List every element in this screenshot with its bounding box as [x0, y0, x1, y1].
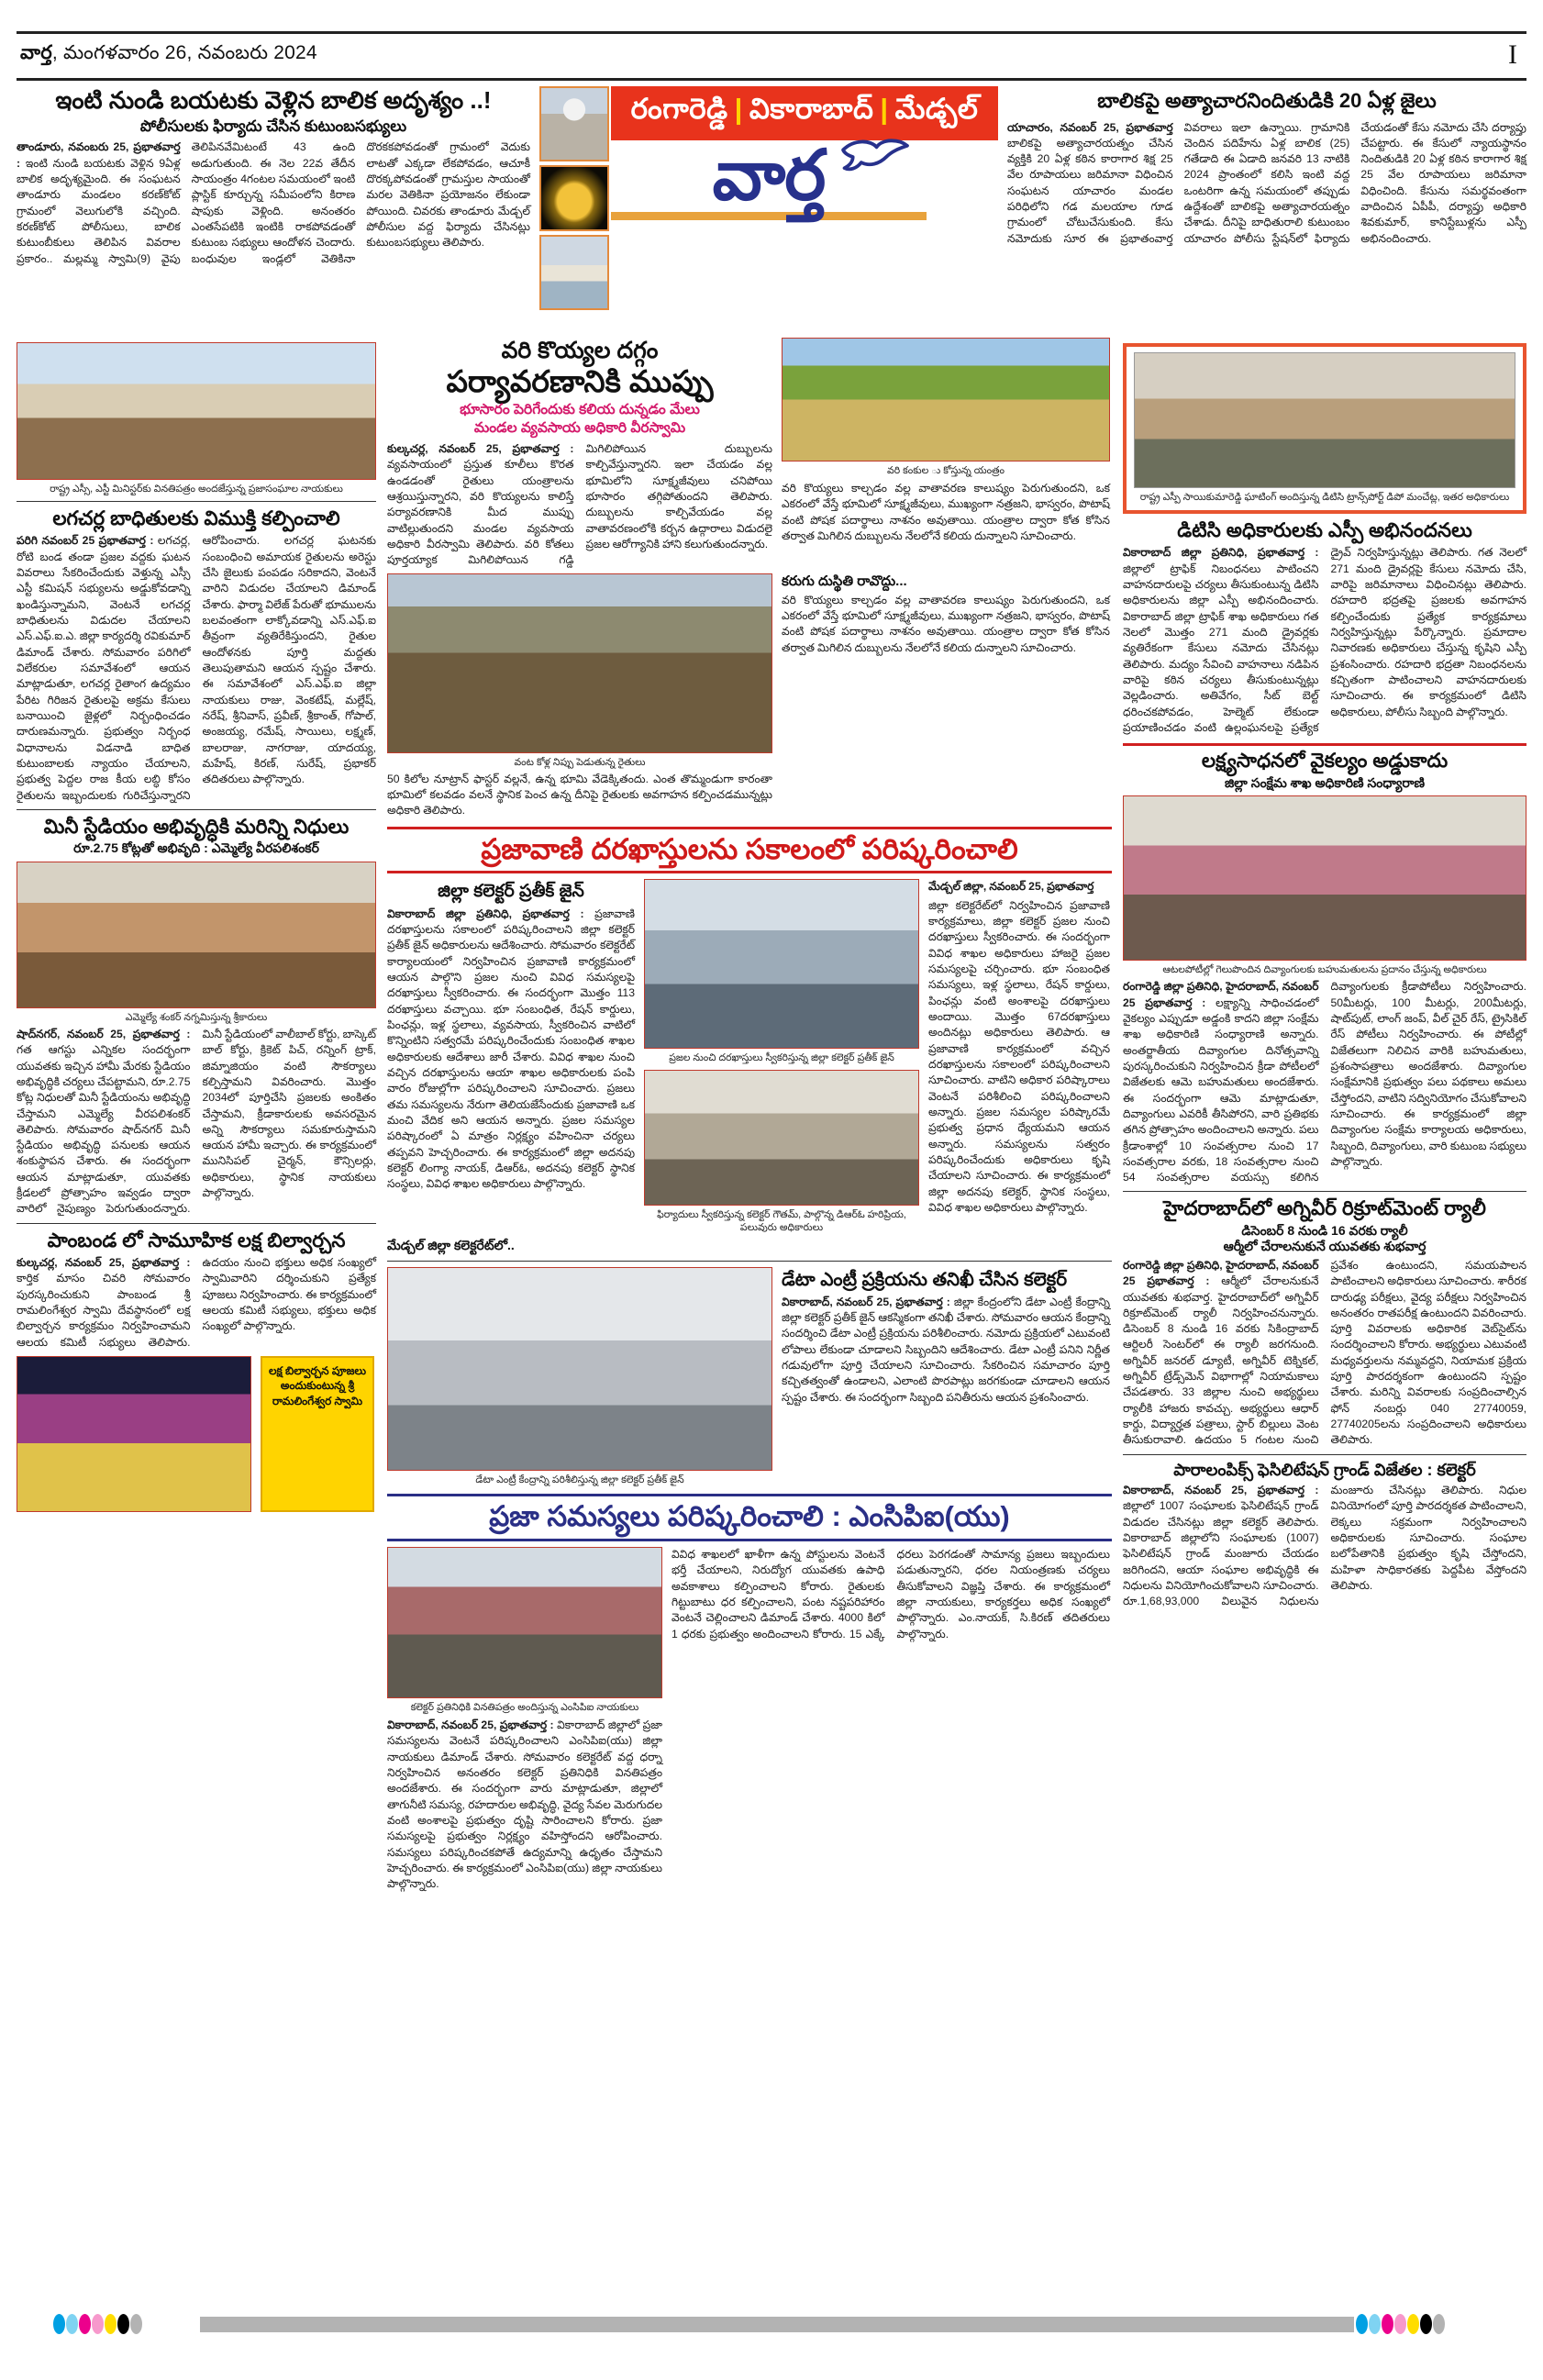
right-story-1-headline: డిటిసి అధికారులకు ఎస్పీ అభినందనలు — [1177, 519, 1472, 542]
center-sub-body: వరి కొయ్యలు కాల్చడం వల్ల వాతావరణ కాలుష్యం పెరుగుతుందని, ఒక ఎకరంలో వేస్తే భూమిలో సూక్ష్మజీవులు, ముఖ్యంగా నత్రజని, భాస్వరం, పొటాష్ వంటి పోషక పదార్థాలు నాశనం అవుతాయి. యంత్రాల ద్వారా కోత కోసిన తర్వాత మిగిలిన దుబ్బులను నేలలోనే కలియ దున్నాలని సూచించారు. — [782, 593, 1110, 654]
left-story-3-dateline: కుల్కచర్ల, నవంబర్ 25, ప్రభాతవార్త : — [17, 1256, 191, 1270]
left-story-2-body — [17, 1027, 376, 1218]
data-entry-row — [387, 1267, 1112, 1486]
reg-black — [117, 2314, 129, 2334]
left-story-1-body — [17, 533, 376, 804]
data-entry-headline: డేటా ఎంట్రీ ప్రక్రియను తనిఖీ చేసిన కలెక్టర్ — [782, 1270, 1068, 1291]
pv-col2-head: మేడ్చల్ జిల్లా కలెక్టరేట్‌లో.. — [387, 1238, 515, 1253]
burn-caption: వంట కోళ్ల నిప్పు పెడుతున్న రైతులు — [514, 756, 646, 768]
divider-l3 — [17, 1223, 376, 1224]
collector-desk-photo — [644, 1070, 919, 1206]
pv-row — [387, 879, 1112, 1234]
top-left-dateline: తాండూరు, నవంబరు 25, ప్రభాతవార్త : — [17, 140, 181, 170]
right-rule-1 — [1123, 743, 1526, 746]
left-story-1-text: లగచర్ల, రోటి బండ తండా ప్రజల వద్దకు ఘటన వివరాలు సేకరించేందుకు వెళ్తున్న ఎస్సీ ఎస్టీ కమిషన్ సభ్యులను అడ్డుకోవడాన్ని ఖండిస్తున్నామని, వెంటనే లగచర్ల బాధితులను విడుదల చేయాలని ఎస్.ఎఫ్.ఐ.ఎ. జిల్లా కార్యదర్శి రవికుమార్ డిమాండ్ చేశారు. సోమవారం పరిగిలో విలేకరుల సమావేశంలో ఆయన మాట్లాడుతూ, లగచర్ల రైతాంగ ఉద్యమం పేరిట గిరిజన రైతులపై అక్రమ కేసులు బనాయించి జైళ్లలో నిర్బంధించడం దారుణమన్నారు. ప్రభుత్వం నిర్బంధ విధానాలను విడనాడి బాధిత కుటుంబాలకు న్యాయం చేయాలని, ప్రభుత్వ పెద్దల రాజ కీయ లబ్ధి కోసం రైతులను ఇబ్బందులకు గురిచేస్తున్నారని ఆరోపించారు. లగచర్ల ఘటనకు సంబంధించి అమాయక రైతులను అరెస్టు చేసి జైలుకు పంపడం సరికాదని, వెంటనే వారిని విడుదల చేయాలని డిమాండ్ చేశారు. ఫార్మా విలేజ్ పేరుతో భూములను బలవంతంగా లాక్కోవడాన్ని ఎస్.ఎఫ్.ఐ తీవ్రంగా వ్యతిరేకిస్తుందని, రైతుల ఆందోళనకు పూర్తి మద్దతు తెలుపుతామని ఆయన స్పష్టం చేశారు. ఈ సమావేశంలో ఎస్.ఎఫ్.ఐ జిల్లా నాయకులు రాజు, వెంకటేష్, మల్లేష్, నరేష్, శ్రీనివాస్, ప్రవీణ్, శ్రీకాంత్, గోపాల్, అంజయ్య, రమేష్, సాయిలు, లక్ష్మణ్, బాలరాజు, నాగరాజు, యాదయ్య, మహేష్, కిరణ్, సురేష్, ప్రభాకర్ తదితరులు పాల్గొన్నారు. — [17, 534, 376, 802]
temple-deity-photo — [17, 1356, 251, 1512]
reg-magenta — [79, 2314, 91, 2334]
reg-magenta-light — [92, 2314, 104, 2334]
date-band — [17, 34, 1526, 81]
main-grid — [17, 338, 1526, 1893]
center-column — [387, 338, 1112, 1893]
right-story-2-dateline: రంగారెడ్డి జిల్లా ప్రతినిధి, హైదరాబాద్, నవంబర్ 25 ప్రభాతవార్త : — [1123, 980, 1319, 1009]
masthead — [539, 86, 998, 329]
prajavani-banner: ప్రజావాణి దరఖాస్తులను సకాలంలో పరిష్కరించాలి — [481, 832, 1018, 865]
pv-right — [928, 879, 1110, 1234]
left-story-1-dateline: పరిగి నవంబర్ 25 ప్రభాతవార్త : — [17, 534, 158, 548]
center-top-body — [387, 441, 772, 569]
right-story-1-dateline: వికారాబాద్ జిల్లా ప్రతినిధి, ప్రభాతవార్త : — [1123, 546, 1319, 560]
left-photo-2-wrap — [17, 862, 376, 1024]
pv-rule-bottom — [387, 871, 1112, 873]
mcpi-row — [387, 1547, 1112, 1893]
mcpi-rule-bottom — [387, 1539, 1112, 1541]
top-right-story — [1007, 86, 1526, 329]
reg-cyan-2 — [1356, 2314, 1368, 2334]
pv-photo2-caption: ఫిర్యాదులు స్వీకరిస్తున్న కలెక్టర్ గౌతమ్, పాల్గొన్న డిఆర్‌ఓ హరిప్రియ, పలువురు అధికారులు — [657, 1209, 906, 1234]
right-story-4-text: జిల్లాలో 1007 సంఘాలకు ఫెసిలిటేషన్ గ్రాండ్ విడుదల చేసినట్లు జిల్లా కలెక్టర్ తెలిపారు. వికారాబాద్ జిల్లాలోని సంఘాలకు (1007) ఫెసిలిటేషన్ గ్రాండ్ మంజూరు చేయడం జరిగిందని, ఆయా సంఘాల అభివృద్ధికి ఈ నిధులను వినియోగించుకోవాలని సూచించారు. రూ.1,68,93,000 విలువైన నిధులను మంజూరు చేసినట్లు తెలిపారు. నిధుల వినియోగంలో పూర్తి పారదర్శకత పాటించాలని, లెక్కలు సక్రమంగా నిర్వహించాలని అధికారులకు సూచించారు. సంఘాల బలోపేతానికి ప్రభుత్వం కృషి చేస్తోందని, మహిళా సాధికారతకు పెద్దపీట వేస్తోందని తెలిపారు. — [1123, 1484, 1526, 1608]
pv-subhead: జిల్లా కలెక్టర్ ప్రతీక్ జైన్ — [438, 882, 584, 902]
top-left-body — [17, 139, 530, 267]
stubble-burning-photo — [387, 573, 772, 753]
mcpi-caption: కలెక్టర్ ప్రతినిధికి వినతిపత్రం అందిస్తున్న ఎంసిపిఐ నాయకులు — [410, 1701, 639, 1713]
reg-magenta-light-2 — [1394, 2314, 1406, 2334]
left-story-3-body — [17, 1255, 376, 1351]
center-top-text: వ్యవసాయంలో ప్రస్తుత కూలీలు కొరత ఉండడంతో రైతులు యంత్రాలను ఆశ్రయిస్తున్నారని, వరి కొయ్యలను కాలిస్తే పర్యావరణానికి మీద ముప్పు వాటిల్లుతుందని మండల వ్యవసాయ అధికారి వీరస్వామి తెలిపారు. వరి కోతలు పూర్తయ్యాక మిగిలిపోయిన గడ్డి మిగిలిపోయిన దుబ్బులను కాల్చివేస్తున్నారని. ఇలా చేయడం వల్ల భూమిలోని సూక్ష్మజీవులు చనిపోయి భూసారం తగ్గిపోతుందని తెలిపారు. దుబ్బులను కాల్చివేయడం వల్ల వాతావరణంలోకి కర్బన ఉద్గారాలు విడుదలై ప్రజల ఆరోగ్యానికి హాని కలుగుతుందన్నారు. — [387, 442, 772, 567]
reg-cyan-light — [66, 2314, 78, 2334]
data-entry-text-block — [782, 1267, 1110, 1486]
left-photo-1-caption: రాష్ట్ర ఎస్సీ, ఎస్టీ మినిస్టర్‌కు వినతిపత్రం అందజేస్తున్న ప్రజాసంఘాల నాయకులు — [50, 484, 343, 495]
mcpi-body2: వివిధ శాఖలలో ఖాళీగా ఉన్న పోస్టులను వెంటనే భర్తీ చేయాలని, నిరుద్యోగ యువతకు ఉపాధి అవకాశాలు కల్పించాలని కోరారు. రైతులకు గిట్టుబాటు ధర కల్పించాలని, పంట నష్టపరిహారం వెంటనే చెల్లించాలని డిమాండ్ చేశారు. 4000 కిలో 1 ధరకు ప్రభుత్వం అందించాలని కోరారు. 15 ఎక్కే ధరలు పెరగడంతో సామాన్య ప్రజలు ఇబ్బందులు పడుతున్నారని, ధరల నియంత్రణకు చర్యలు తీసుకోవాలని విజ్ఞప్తి చేశారు. ఈ కార్యక్రమంలో జిల్లా నాయకులు, కార్యకర్తలు అధిక సంఖ్యలో పాల్గొన్నారు. ఎం.నాయక్, సి.కిరణ్ తదితరులు పాల్గొన్నారు. — [672, 1547, 1110, 1640]
left-bottom-row — [17, 1356, 376, 1512]
left-story-1-headline: లగచర్ల బాధితులకు విముక్తి కల్పించాలి — [52, 507, 340, 530]
right-story-1-body — [1123, 545, 1526, 736]
harvester-caption: వరి కంకుల ు కోస్తున్న యంత్రం — [887, 465, 1005, 476]
mcpi-banner: ప్రజా సమస్యలు పరిష్కరించాలి : ఎంసిపిఐ(యు) — [489, 1500, 1010, 1533]
center-headline-block — [387, 338, 772, 569]
masthead-block — [539, 86, 998, 323]
mla-foundation-photo — [17, 862, 376, 1008]
mcpi-text: వికారాబాద్ జిల్లాలో ప్రజా సమస్యలను వెంటనే పరిష్కరించాలని ఎంసిపిఐ(యు) జిల్లా నాయకులు డిమాండ్ చేశారు. సోమవారం కలెక్టరేట్ వద్ద ధర్నా నిర్వహించిన అనంతరం కలెక్టర్ ప్రతినిధికి వినతిపత్రం అందజేశారు. ఈ సందర్భంగా వారు మాట్లాడుతూ, జిల్లాలో తాగునీటి సమస్య, రహదారుల అభివృద్ధి, వైద్య సేవల మెరుగుదల వంటి అంశాలపై ప్రభుత్వం దృష్టి సారించాలని కోరారు. ప్రజా సమస్యలపై ప్రభుత్వం నిర్లక్ష్యం వహిస్తోందని ఆరోపించారు. సమస్యలు పరిష్కరించకపోతే ఉద్యమాన్ని ఉధృతం చేస్తామని హెచ్చరించారు. ఈ కార్యక్రమంలో ఎంసిపిఐ(యు) జిల్లా నాయకులు పాల్గొన్నారు. — [387, 1718, 662, 1891]
right-story-1-text: జిల్లాలో ట్రాఫిక్ నిబంధనలు పాటించని వాహనదారులపై చర్యలు తీసుకుంటున్న డిటిసి అధికారులను జిల్లా ఎస్పీ అభినందించారు. వికారాబాద్ జిల్లా ట్రాఫిక్ శాఖ అధికారులు గత నెలలో మొత్తం 271 మంది డ్రైవర్లకు వ్యతిరేకంగా కేసులు నమోదు చేసినట్లు తెలిపారు. మద్యం సేవించి వాహనాలు నడిపిన వారిపై కఠిన చర్యలు తీసుకుంటున్నట్లు వెల్లడించారు. అతివేగం, సీట్ బెల్ట్ ధరించకపోవడం, హెల్మెట్ లేకుండా ప్రయాణించడం వంటి ఉల్లంఘనలపై ప్రత్యేక డ్రైవ్ నిర్వహిస్తున్నట్లు తెలిపారు. గత నెలలో 271 మంది డ్రైవర్లపై కేసులు నమోదు చేసి, వారిపై జరిమానాలు విధించినట్లు తెలిపారు. రహదారి భద్రతపై ప్రజలకు అవగాహన కల్పించేందుకు ప్రత్యేక కార్యక్రమాలు నిర్వహిస్తున్నట్లు పేర్కొన్నారు. ప్రమాదాల నివారణకు అధికారులు చేస్తున్న కృషిని ఎస్పీ ప్రశంసించారు. రహదారి భద్రతా నిబంధనలను కచ్చితంగా పాటించాలని వాహనదారులకు సూచించారు. ఈ కార్యక్రమంలో డిటిసి అధికారులు, పోలీసు సిబ్బంది పాల్గొన్నారు. — [1123, 546, 1526, 734]
edition-separator-1: | — [734, 93, 743, 125]
right-story-4-headline: పారాలంపిక్స్ ఫెసిలిటేషన్ గ్రాండ్ విజేతల : కలెక్టర్ — [1173, 1460, 1476, 1479]
ghat-photo — [539, 235, 609, 310]
left-story-2-headline: మినీ స్టేడియం అభివృద్ధికి మరిన్ని నిధులు — [43, 815, 350, 838]
top-right-body — [1007, 120, 1526, 248]
page-number: I — [1508, 39, 1517, 70]
right-story-3-text: ఆర్మీలో చేరాలనుకునే యువతకు శుభవార్త. హైదరాబాద్‌లో అగ్నివీర్ రిక్రూట్‌మెంట్ ర్యాలీ నిర్వహించనున్నారు. డిసెంబర్ 8 నుండి 16 వరకు సికింద్రాబాద్ ఆర్టిలరీ సెంటర్‌లో ఈ ర్యాలీ జరగనుంది. అగ్నివీర్ జనరల్ డ్యూటీ, అగ్నివీర్ టెక్నికల్, అగ్నివీర్ ట్రేడ్స్‌మెన్ విభాగాల్లో నియామకాలు చేపడతారు. 33 జిల్లాల నుంచి అభ్యర్థులు ర్యాలీకి హాజరు కావచ్చు. అభ్యర్థులు ఆధార్ కార్డు, విద్యార్హత పత్రాలు, స్టార్ బిల్లులు వెంట తీసుకురావాలి. ఉదయం 5 గంటల నుంచి ప్రవేశం ఉంటుందని, సమయపాలన పాటించాలని అధికారులు సూచించారు. శారీరక దారుఢ్య పరీక్షలు, వైద్య పరీక్షలు నిర్వహించిన అనంతరం రాతపరీక్ష ఉంటుందని వివరించారు. పూర్తి వివరాలకు అధికారిక వెబ్‌సైట్‌ను సందర్శించాలని కోరారు. అభ్యర్థులు ఎటువంటి మధ్యవర్తులను నమ్మవద్దని, నియామక ప్రక్రియ పూర్తి పారదర్శకంగా ఉంటుందని స్పష్టం చేశారు. మరిన్ని వివరాలకు సంప్రదించాల్సిన ఫోన్ నంబర్లు 040 27740059, 27740205లను సంప్రదించాలని అధికారులు తెలిపారు. — [1123, 1258, 1526, 1447]
pv-col2-dateline-wrap — [928, 879, 1110, 895]
left-yellow-box: లక్ష బిల్వార్చన పూజలు అందుకుంటున్న శ్రీ రామలింగేశ్వర స్వామి — [261, 1356, 374, 1512]
right-rule-2 — [1123, 1191, 1526, 1192]
right-story-3-sub2: ఆర్మీలో చేరాలనుకునే యువతకు శుభవార్త — [1223, 1239, 1426, 1254]
center-top-dateline: కుల్కచర్ల, నవంబర్ 25, ప్రభాతవార్త : — [387, 442, 574, 456]
header-zone — [17, 86, 1526, 329]
center-sub1: భూసారం పెరిగేందుకు కలియ దున్నడం మేలు — [460, 402, 700, 418]
top-left-story — [17, 86, 530, 329]
reg-yellow — [105, 2314, 117, 2334]
top-right-headline: బాలికపై అత్యాచారనిందితుడికి 20 ఏళ్ల జైలు — [1097, 89, 1437, 112]
center-sub-article — [782, 573, 1110, 819]
reg-cyan-light-2 — [1369, 2314, 1381, 2334]
edition-1[interactable]: రంగారెడ్డి — [630, 93, 728, 125]
edition-3[interactable]: మేడ్చల్ — [894, 93, 979, 125]
registration-bar — [0, 2314, 1543, 2338]
reg-gray-2 — [1433, 2314, 1445, 2334]
reg-black-2 — [1420, 2314, 1432, 2334]
left-story-2-text: గత ఆగస్టు ఎన్నికల సందర్భంగా యువతకు ఇచ్చిన హామీ మేరకు స్టేడియం అభివృద్ధికి చర్యలు చేపట్టామని, రూ.2.75 కోట్ల నిధులతో మినీ స్టేడియంను అభివృద్ధి చేస్తామని ఎమ్మెల్యే వీరపలిశంకర్ తెలిపారు. సోమవారం షాద్‌నగర్ మినీ స్టేడియం అభివృద్ధి పనులకు ఆయన శంకుస్థాపన చేశారు. ఈ సందర్భంగా ఆయన మాట్లాడుతూ, యువతకు క్రీడలలో ప్రోత్సాహం ఇవ్వడం ద్వారా వారిలో నైపుణ్యం పెరుగుతుందన్నారు. మినీ స్టేడియంలో వాలీబాల్ కోర్టు, బాస్కెట్ బాల్ కోర్టు, క్రికెట్ పిచ్, రన్నింగ్ ట్రాక్, జిమ్నాజియం వంటి సౌకర్యాలు కల్పిస్తామని వివరించారు. మొత్తం 2034లో పూర్తిచేసి ప్రజలకు అంకితం చేస్తామని, క్రీడాకారులకు అవసరమైన అన్ని సౌకర్యాలు సమకూరుస్తామని ఆయన హామీ ఇచ్చారు. ఈ కార్యక్రమంలో మునిసిపల్ చైర్మన్, కౌన్సిలర్లు, అధికారులు, స్థానిక నాయకులు పాల్గొన్నారు. — [17, 1027, 376, 1216]
mcpi-body — [387, 1718, 662, 1893]
data-entry-photo-block — [387, 1267, 772, 1486]
disabled-sports-photo — [1123, 795, 1526, 961]
right-story-3-sub1: డిసెంబర్ 8 నుండి 16 వరకు ర్యాలీ — [1241, 1222, 1408, 1238]
data-entry-caption: డేటా ఎంట్రీ కేంద్రాన్ని పరిశీలిస్తున్న జిల్లా కలెక్టర్ ప్రతీక్ జైన్ — [475, 1474, 684, 1486]
right-story-2-text: లక్ష్యాన్ని సాధించడంలో వైకల్యం ఎప్పుడూ అడ్డంకి కాదని జిల్లా సంక్షేమ శాఖ అధికారిణి సంధ్యారాణి అన్నారు. అంతర్జాతీయ దివ్యాంగుల దినోత్సవాన్ని పురస్కరించుకుని నిర్వహించిన క్రీడా పోటీలలో విజేతలకు ఆమె బహుమతులు అందజేశారు. ఈ సందర్భంగా ఆమె మాట్లాడుతూ, దివ్యాంగులు ఎవరికీ తీసిపోరని, వారి ప్రతిభకు తగిన ప్రోత్సాహం అందించాలని అన్నారు. పలు క్రీడాంశాల్లో 10 సంవత్సరాల నుంచి 17 సంవత్సరాల వరకు, 18 సంవత్సరాల నుంచి 54 సంవత్సరాల వయస్సు కలిగిన దివ్యాంగులకు క్రీడాపోటీలు నిర్వహించారు. 50మీటర్లు, 100 మీటర్లు, 200మీటర్లు, షాట్‌పుట్, లాంగ్ జంప్, వీల్ చైర్ రేస్, ట్రైసికిల్ రేస్ పోటీలు నిర్వహించారు. ఈ పోటీల్లో విజేతలుగా నిలిచిన వారికి బహుమతులు, ప్రశంసాపత్రాలు అందజేశారు. దివ్యాంగుల సంక్షేమానికి ప్రభుత్వం పలు పథకాలు అమలు చేస్తోందని, వాటిని సద్వినియోగం చేసుకోవాలని సూచించారు. ఈ కార్యక్రమంలో జిల్లా దివ్యాంగుల సంక్షేమ కార్యాలయ అధికారులు, సిబ్బంది, దివ్యాంగులు, వారి కుటుంబ సభ్యులు పాల్గొన్నారు. — [1123, 980, 1526, 1184]
divider-l2 — [17, 809, 376, 810]
top-right-text: బాలికపై అత్యాచారయత్నం చేసిన వ్యక్తికి 20 ఏళ్ల కఠిన కారాగార శిక్ష 25 వేల రూపాయలు జరిమానా విధించిన సంఘటన యాచారం మండల పరిధిలోని గడ మలయాల గూడ గ్రామంలో చోటుచేసుకుంది. కేసు నమోదుకు సూర ఈ ప్రభాతంవార్త వివరాలు ఇలా ఉన్నాయి. గ్రామానికి చెందిన పదిహేను ఏళ్ల బాలిక (25) గతేడాది ఈ ఏడాది జనవరి 13 నాటికి 2024 ప్రాంతంలో కలిసి ఇంటి వద్ద ఒంటరిగా ఉన్న సమయంలో తప్పుడు ఉద్దేశంతో బాలికపై అత్యాచారయత్నం చేశాడు. దీనిపై బాధితురాలి కుటుంబం యాచారం పోలీసు స్టేషన్‌లో ఫిర్యాదు చేయడంతో కేసు నమోదు చేసి దర్యాప్తు చేపట్టారు. ఈ కేసులో న్యాయస్థానం నిందితుడికి 20 ఏళ్ల కఠిన కారాగార శిక్ష 25 వేల రూపాయలు జరిమానా విధించింది. కేసును సమర్థవంతంగా వాదించిన ఏపీపీ, దర్యాప్తు అధికారి శివకుమార్, కానిస్టేబుళ్లను ఎస్పీ అభినందించారు. — [1007, 120, 1526, 245]
pv-photo-caption: ప్రజల నుంచి దరఖాస్తులు స్వీకరిస్తున్న జిల్లా కలెక్టర్ ప్రతీక్ జైన్ — [669, 1052, 894, 1064]
left-photo-2-caption: ఎమ్మెల్యే శంకర్ నగ్నమిస్తున్న శ్రీకారులు — [125, 1011, 268, 1023]
cmyk-marks-left — [53, 2314, 142, 2334]
mcpi-petition-photo — [387, 1547, 662, 1698]
right-story-2-subhead: జిల్లా సంక్షేమ శాఖ అధికారిణి సంధ్యారాణి — [1224, 774, 1426, 790]
left-column — [17, 338, 376, 1893]
right-rule-3 — [1123, 1454, 1526, 1455]
paper-name-small: వార్త — [20, 41, 52, 63]
data-entry-dateline: వికారాబాద్, నవంబర్ 25, ప్రభాతవార్త : — [782, 1295, 954, 1308]
left-story-2-dateline: షాద్‌నగర్, నవంబర్ 25, ప్రభాతవార్త : — [17, 1027, 191, 1040]
center-top-row — [387, 338, 1112, 569]
harvester-photo — [782, 338, 1110, 462]
top-left-headline: ఇంటి నుండి బయటకు వెళ్లిన బాలిక అదృశ్యం ..! — [55, 86, 492, 114]
right-story-2-headline: లక్ష్యసాధనలో వైకల్యం అడ్డుకాదు — [1201, 750, 1449, 773]
protest-photo — [17, 342, 376, 480]
center-sub2: మండల వ్యవసాయ అధికారి వీరస్వామి — [473, 419, 686, 436]
top-right-dateline: యాచారం, నవంబర్ 25, ప్రభాతవార్త — [1007, 120, 1173, 134]
edition-2[interactable]: వికారాబాద్ — [749, 93, 874, 125]
divider-c1 — [387, 1261, 1112, 1262]
center-top-photos — [782, 338, 1110, 569]
reg-gray — [130, 2314, 142, 2334]
center-midcol-text: వరి కొయ్యలు కాల్చడం వల్ల వాతావరణ కాలుష్యం పెరుగుతుందని, ఒక ఎకరంలో వేస్తే భూమిలో సూక్ష్మజీవులు, ముఖ్యంగా నత్రజని, భాస్వరం, పొటాష్ వంటి పోషక పదార్థాలు నాశనం అవుతాయి. యంత్రాల ద్వారా కోత కోసిన తర్వాత మిగిలిన దుబ్బులను నేలలోనే కలియ దున్నాలని సూచించారు. — [782, 482, 1110, 543]
reg-magenta-2 — [1382, 2314, 1393, 2334]
right-photo-2-caption: ఆటలపోటీల్లో గెలుపొందిన దివ్యాంగులకు బహుమతులను ప్రదానం చేస్తున్న అధికారులు — [1162, 964, 1487, 976]
pv-text: ప్రజావాణి దరఖాస్తులను సకాలంలో పరిష్కరించాలని జిల్లా కలెక్టర్ ప్రతీక్ జైన్ అధికారులను ఆదేశించారు. సోమవారం కలెక్టరేట్ కార్యాలయంలో నిర్వహించిన ప్రజావాణి కార్యక్రమంలో ఆయన పాల్గొని ప్రజల నుంచి వివిధ సమస్యలపై దరఖాస్తులు స్వీకరించారు. ఈ సందర్భంగా మొత్తం 113 దరఖాస్తులు వచ్చాయి. భూ సంబంధిత, రేషన్ కార్డులు, పింఛన్లు, ఇళ్ల స్థలాలు, వ్యవసాయ, స్వీకరించిన వాటిలో కొన్నింటిని సత్వరమే పరిష్కరించేందుకు సంబంధిత శాఖల అధికారులకు ఆదేశాలు జారీ చేశారు. వివిధ శాఖల నుంచి వచ్చిన దరఖాస్తులను ఆయా శాఖల అధికారులకు పంపి వారం రోజుల్లోగా పరిష్కరించాలని సూచించారు. ప్రజలు తమ సమస్యలను నేరుగా తెలియజేసేందుకు ప్రజావాణి ఒక మంచి వేదిక అని ఆయన అన్నారు. ప్రజల సమస్యల పరిష్కారంలో ఏ మాత్రం నిర్లక్ష్యం వహించినా చర్యలు తప్పవని హెచ్చరించారు. ఈ కార్యక్రమంలో జిల్లా అదనపు కలెక్టర్ లింగ్యా నాయక్, డిఆర్‌ఓ, అదనపు కలెక్టర్ స్థానిక సంస్థలు, వివిధ శాఖల అధికారులు పాల్గొన్నారు. — [387, 906, 635, 1191]
reg-cyan — [53, 2314, 65, 2334]
mcpi-dateline: వికారాబాద్, నవంబర్ 25, ప్రభాతవార్త : — [387, 1718, 558, 1731]
center-main-headline: పర్యావరణానికి ముప్పు — [446, 364, 714, 398]
newspaper-page — [0, 31, 1543, 2380]
right-column — [1123, 338, 1526, 1893]
center-subhead-1: కరుగు దుస్థితి రావొద్దు... — [782, 573, 907, 589]
right-story-4-body — [1123, 1483, 1526, 1610]
edition-separator-2: | — [880, 93, 889, 125]
issue-date — [20, 42, 317, 69]
cmyk-marks-right — [1356, 2314, 1445, 2334]
right-story-3-headline: హైదరాబాద్‌లో అగ్నివీర్ రిక్రూట్‌మెంట్ ర్యాలీ — [1163, 1197, 1486, 1220]
pv-photo-col — [644, 879, 919, 1234]
right-story-3-body — [1123, 1258, 1526, 1449]
right-story-2-body — [1123, 979, 1526, 1185]
collector-meeting-photo — [644, 879, 919, 1049]
pv-col2-dateline: మేడ్చల్ జిల్లా, నవంబర్ 25, ప్రభాతవార్త — [928, 880, 1094, 894]
reg-yellow-2 — [1407, 2314, 1419, 2334]
pv-left — [387, 879, 635, 1234]
dove-icon — [840, 137, 910, 177]
left-story-3-text: కార్తిక మాసం చివరి సోమవారం పురస్కరించుకుని పాంబండ శ్రీ రామలింగేశ్వర స్వామి దేవస్థానంలో లక్ష బిల్వార్చన కార్యక్రమం నిర్వహించామని ఆలయ కమిటీ సభ్యులు తెలిపారు. ఉదయం నుంచి భక్తులు అధిక సంఖ్యలో స్వామివారిని దర్శించుకుని ప్రత్యేక పూజలు నిర్వహించారు. ఈ కార్యక్రమంలో ఆలయ కమిటీ సభ్యులు, భక్తులు అధిక సంఖ్యలో పాల్గొన్నారు. — [17, 1256, 376, 1349]
data-entry-photo — [387, 1267, 772, 1471]
right-photo-redbox — [1123, 343, 1526, 514]
data-entry-body — [782, 1295, 1110, 1406]
center-kicker: వరి కొయ్యల దగ్గం — [501, 338, 659, 363]
issue-date-text: , మంగళవారం 26, నవంబరు 2024 — [51, 41, 317, 63]
sp-felicitation-photo — [1134, 352, 1515, 488]
center-burn-row — [387, 573, 1112, 819]
left-story-3-headline: పాంబండ లో సామూహిక లక్ష బిల్వార్చన — [47, 1229, 346, 1251]
pv-col2-body: జిల్లా కలెక్టరేట్‌లో నిర్వహించిన ప్రజావాణి కార్యక్రమాలు, జిల్లా కలెక్టర్ ప్రజల నుంచి దరఖాస్తులు స్వీకరించారు. ఈ సందర్భంగా వివిధ శాఖల అధికారులు హాజరై ప్రజల సమస్యలపై చర్చించారు. భూ సంబంధిత సమస్యలు, ఇళ్ల స్థలాలు, రేషన్ కార్డులు, పింఛన్లు వంటి అంశాలపై దరఖాస్తులు అందాయి. మొత్తం 67దరఖాస్తులు అందినట్లు అధికారులు తెలిపారు. ఆ ప్రజావాణి కార్యక్రమంలో వచ్చిన దరఖాస్తులను సకాలంలో పరిష్కరించాలని సూచించారు. వాటిని అధికార పరిష్కారాలు వెంటనే పరిశీలించి పరిష్కరించాలని అన్నారు. ప్రజల సమస్యల పరిష్కారమే ప్రభుత్వ ప్రధాన ధ్యేయమని ఆయన అన్నారు. సమస్యలను సత్వరం పరిష్కరించేందుకు అధికారులు కృషి చేయాలని సూచించారు. ఈ కార్యక్రమంలో జిల్లా అదనపు కలెక్టర్, స్థానిక సంస్థలు, వివిధ శాఖల అధికారులు పాల్గొన్నారు. — [928, 898, 1110, 1214]
burn-note: 50 కిలోల నూట్రాన్ ఫాస్టర్ వల్లనే, ఉన్న భూమి వేడెక్కితందు. ఎంత తొమ్మండుగా కారంతా భూమిలో కలవడం వలనే స్థానిక పెంచ ఉన్న దీనిపై రైతులకు అవగాహన కల్పించడమున్నట్లు అధికారి తెలిపారు. — [387, 772, 772, 817]
masthead-logo-text: వార్త — [712, 137, 826, 215]
pv-body — [387, 906, 635, 1193]
top-left-text: ఇంటి నుండి బయటకు వెళ్లిన 9ఏళ్ల బాలిక అదృశ్యమైంది. ఈ సంఘటన తాండూరు మండలం కరణ్‌కోట్ గ్రామంలో వెలుగులోకి వచ్చింది. కరణ్‌కోట్ పోలీసులు, బాలిక కుటుంబీకులు తెలిపిన వివరాల ప్రకారం.. మల్లమ్మ స్వామి(9) వైపు తెలిపినవేమిటంటే 43 ఉంది అడుగుతుంది. ఈ నెల 22వ తేదీన సాయంత్రం 4గంటల సమయంలో ఇంటి ప్లాస్టిక్ కూర్చున్న సమీపంలోని కిరాణ షాపుకు వెళ్లింది. అనంతరం ఎంతసేపటికి ఇంటికి రాకపోవడంతో కుటుంబ సభ్యులు ఆందోళన చెందారు. బంధువుల ఇండ్లలో వెతికినా దొరకకపోవడంతో గ్రామంలో వెదుకు లాటతో ఎక్కడా లేకపోవడం, ఆచూకీ దొరక్కపోవడంతో గ్రామస్తుల సాయంతో మరల వెతికినా ప్రయోజనం లేకుండా పోయింది. చివరకు తాండూరు మేడ్చల్ పోలీసుల వద్ద ఫిర్యాదు చేసినట్లు కుటుంబసభ్యులు తెలిపారు. — [17, 140, 530, 265]
left-story-2-subhead: రూ.2.75 కోట్లతో అభివృది : ఎమ్మెల్యే వీరపలిశంకర్ — [73, 840, 319, 856]
data-entry-text: జిల్లా కేంద్రంలోని డేటా ఎంట్రీ కేంద్రాన్ని జిల్లా కలెక్టర్ ప్రతీక్ జైన్ ఆకస్మికంగా తనిఖీ చేశారు. సోమవారం ఆయన కేంద్రాన్ని సందర్శించి డేటా ఎంట్రీ ప్రక్రియను పరిశీలించారు. నమోదు ప్రక్రియలో ఎటువంటి లోపాలు లేకుండా చూడాలని సిబ్బందిని ఆదేశించారు. డేటా ఎంట్రీ పనిని నిర్ణీత గడువులోగా పూర్తి చేయాలని సూచించారు. సేకరించిన సమాచారం పూర్తి కచ్చితత్వంతో ఉండాలని, ఎలాంటి పొరపాట్లు జరగకుండా చూడాలని ఆయన స్పష్టం చేశారు. ఈ సందర్భంగా సిబ్బంది పనితీరును ఆయన ప్రశంసించారు. — [782, 1295, 1110, 1404]
right-photo-2-wrap — [1123, 795, 1526, 976]
burn-photo-block — [387, 573, 772, 819]
right-photo-caption: రాష్ట్ర ఎస్పీ సాయికుమారెడ్డి ఘాటింగ్ అందిస్తున్న డిటిసి ట్రాన్స్‌పోర్ట్ డిపో మంచేట్ల, ఇతర అధికారులు — [1139, 492, 1510, 503]
pv-dateline: వికారాబాద్ జిల్లా ప్రతినిధి, ప్రభాతవార్త : — [387, 906, 595, 920]
edition-bar — [611, 86, 998, 140]
right-story-4-dateline: వికారాబాద్, నవంబర్ 25, ప్రభాతవార్త : — [1123, 1484, 1319, 1497]
right-story-3-dateline: రంగారెడ్డి జిల్లా ప్రతినిధి, హైదరాబాద్, నవంబర్ 25 ప్రభాతవార్త : — [1123, 1258, 1319, 1288]
top-left-subhead: పోలీసులకు ఫిర్యాదు చేసిన కుటుంబసభ్యులు — [139, 117, 407, 136]
gray-registration-strip — [200, 2317, 1354, 2332]
mcpi-photo-block — [387, 1547, 662, 1893]
divider-l1 — [17, 501, 376, 502]
masthead-logo — [539, 137, 998, 215]
left-photo-1-wrap — [17, 342, 376, 495]
